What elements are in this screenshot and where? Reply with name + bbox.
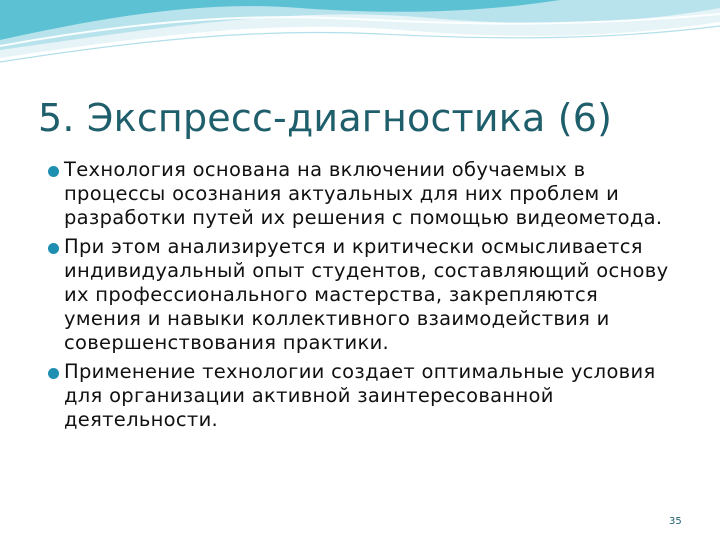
bullet-text: Технология основана на включении обучаемых в процессы осознания актуальных для них проблем и разработки путей их решения с помощью видеометода.: [64, 158, 663, 229]
bullet-icon: [48, 243, 59, 254]
list-item: [48, 360, 678, 432]
bullet-text: При этом анализируется и критически осмысливается индивидуальный опыт студентов, составляющий основу их профессионального мастерства, закрепляются умения и навыки коллективного взаимодействия и совершенствования практики.: [64, 235, 669, 354]
list-item: [48, 235, 678, 355]
bullet-icon: [48, 368, 59, 379]
bullet-text: Применение технологии создает оптимальные условия для организации активной заинтересованной деятельности.: [64, 360, 656, 431]
bullet-icon: [48, 166, 59, 177]
slide-title: 5. Экспресс-диагностика (6): [38, 96, 613, 140]
list-item: [48, 158, 678, 230]
header-wave-decoration: [0, 0, 720, 80]
bullet-list: [48, 158, 678, 437]
page-number: 35: [669, 516, 682, 527]
